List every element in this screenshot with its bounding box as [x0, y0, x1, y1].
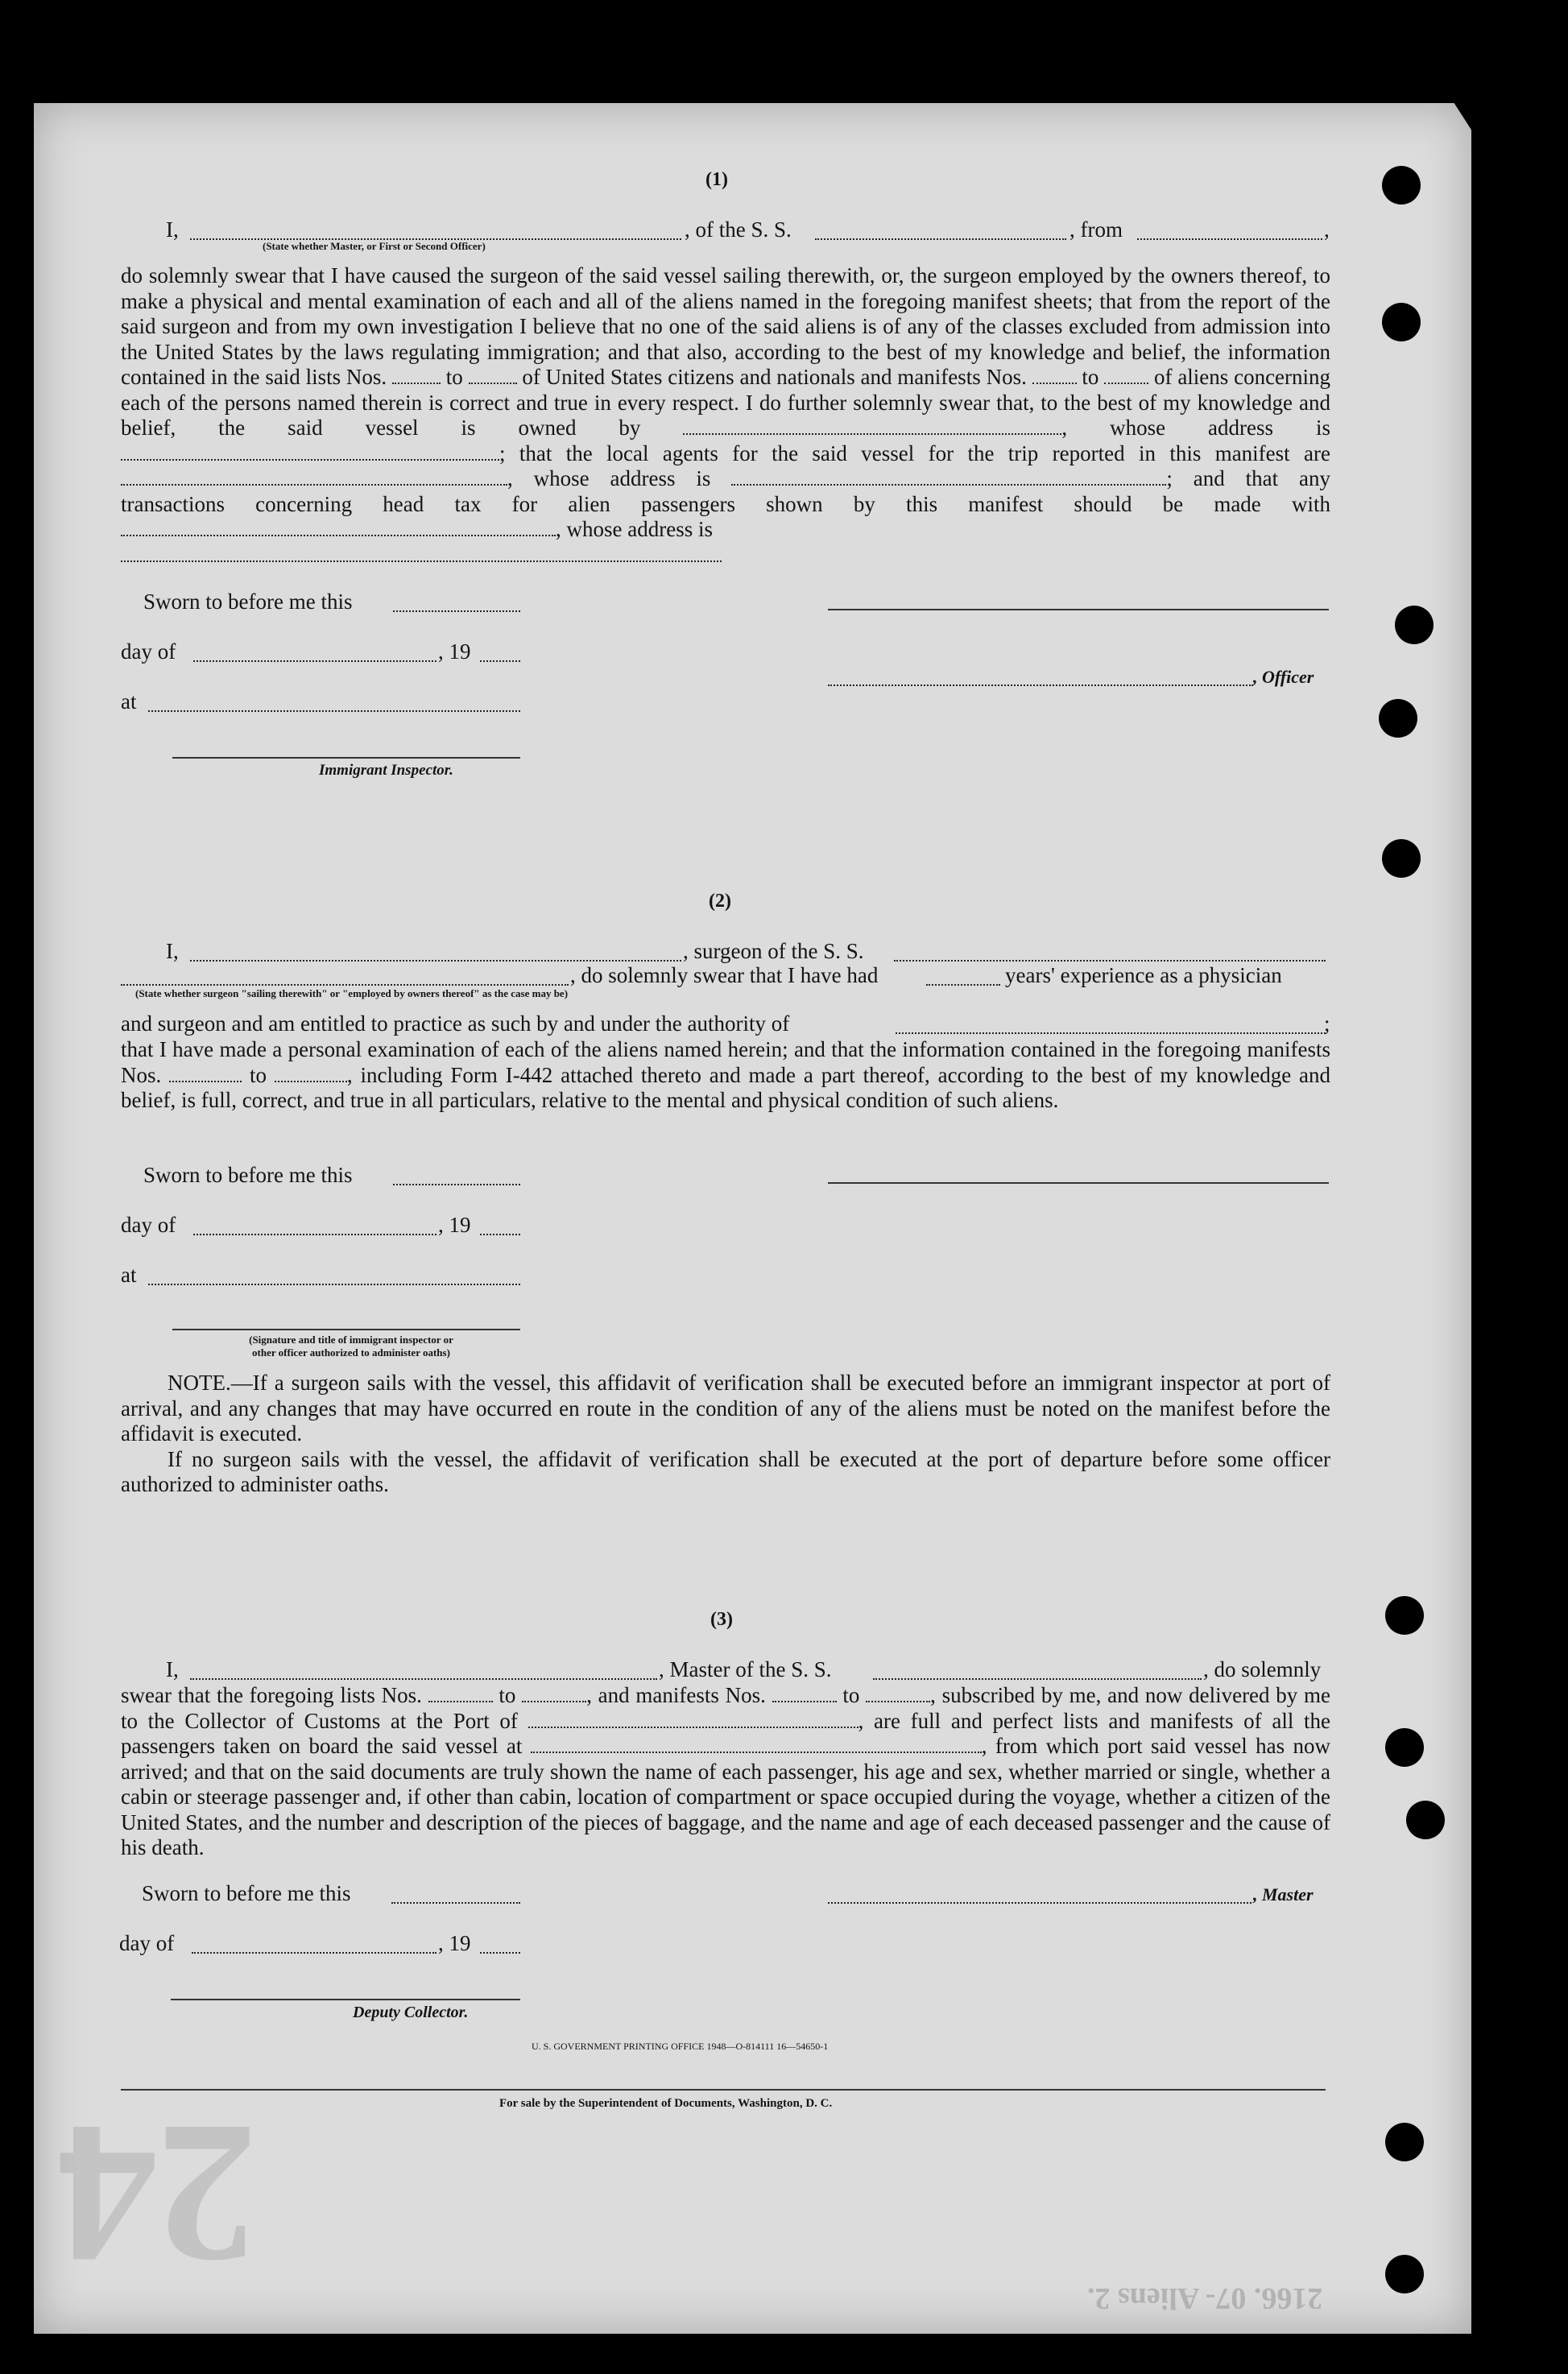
s2-vessel-field[interactable] [894, 960, 1326, 962]
s1-day-of-label: day of [121, 639, 176, 664]
s2-manifests-from-field[interactable] [169, 1080, 242, 1082]
s2-body-b: that I have made a personal examination of each of the aliens named herein; and that the information contained in the foregoing manifests Nos. [121, 1037, 1330, 1087]
officer-note: (State whether Master, or First or Second Officer) [263, 240, 486, 252]
punch-hole [1385, 2255, 1424, 2293]
s1-body-c: of aliens concerning each of the persons named therein is correct and true in every respect. I do further solemnly swear that, to the best of my knowledge and belief, the said vessel is owned by [121, 365, 1331, 440]
s3-vessel-field[interactable] [873, 1678, 1202, 1680]
master-name-field[interactable] [190, 1678, 657, 1680]
s1-body-b: of United States citizens and nationals and manifests Nos. [522, 365, 1027, 389]
s1-year-label: , 19 [438, 639, 471, 664]
s3-sworn-day-field[interactable] [391, 1902, 520, 1904]
years-experience-field[interactable] [926, 984, 1000, 986]
sig-note-2: other officer authorized to administer oaths) [252, 1346, 450, 1359]
section-2-number: (2) [709, 891, 731, 912]
s2-years-label: years' experience as a physician [1005, 963, 1282, 987]
s1-body-d: , whose address is [1061, 416, 1330, 440]
s2-at-label: at [121, 1263, 137, 1287]
s3-i-label: I, [166, 1657, 179, 1681]
sig-note-1: (Signature and title of immigrant inspector or [249, 1334, 453, 1346]
section-2-body [121, 1037, 1330, 1114]
s1-body-g: ; and that any transactions concerning head tax for alien passengers shown by this manifest should be made with [121, 466, 1330, 516]
punch-hole [1385, 2123, 1424, 2161]
s3-master-label: , Master of the S. S. [659, 1657, 832, 1681]
s3-to1: to [499, 1683, 516, 1707]
inspector-signature-line[interactable] [172, 757, 520, 759]
punch-hole [1385, 1596, 1424, 1635]
s1-from-label: , from [1069, 217, 1123, 242]
note-label: NOTE. [168, 1371, 231, 1395]
s1-at-label: at [121, 689, 137, 713]
s2-body-c: , including Form I-442 attached thereto and made a part thereof, according to the best of my knowledge and belief, is full, correct, and true in all particulars, relative to the mental and physical condition of such aliens. [121, 1062, 1331, 1112]
s3-day-of-label: day of [119, 1931, 175, 1955]
punch-hole [1382, 303, 1421, 341]
s3-year-label: , 19 [438, 1931, 471, 1955]
s1-body-e: ; that the local agents for the said vessel for the trip reported in this manifest are [499, 440, 1330, 465]
s1-sworn-day-field[interactable] [393, 610, 520, 612]
manifests-to-field[interactable] [1104, 382, 1148, 384]
stamp-number: 24 [56, 2082, 258, 2306]
note-2: If no surgeon sails with the vessel, the affidavit of verification shall be executed at the port of departure before some officer authorized to administer oaths. [121, 1446, 1330, 1496]
s2-swear-label: , do solemnly swear that I have had [570, 963, 879, 987]
s2-sworn-day-field[interactable] [393, 1184, 520, 1185]
s3-swear-label: , do solemnly [1203, 1657, 1322, 1681]
s2-at-field[interactable] [148, 1284, 520, 1285]
s3-year-field[interactable] [480, 1952, 520, 1954]
s2-day-of-label: day of [121, 1213, 176, 1237]
s2-year-field[interactable] [480, 1234, 520, 1235]
s2-i-label: I, [166, 939, 179, 963]
surgeon-name-field[interactable] [190, 960, 681, 962]
s2-semicolon: ; [1324, 1011, 1330, 1036]
s2-month-field[interactable] [193, 1234, 436, 1235]
s2-year-label: , 19 [438, 1213, 471, 1237]
s3-month-field[interactable] [192, 1952, 436, 1954]
section-3-number: (3) [710, 1609, 733, 1630]
s1-sworn-label: Sworn to before me this [143, 589, 353, 614]
s3-manifests-to-field[interactable] [866, 1700, 930, 1702]
vessel-name-field[interactable] [815, 238, 1066, 240]
s3-body-e: , from which port said vessel has now arrived; and that on the said documents are truly shown the name of each passenger, his age and sex, whether married or single, whether a cabin or steerage passenger and, if other than cabin, location of compartment or space occupied during the voyage, whether a citizen of the United States, and the number and description of the pieces of baggage, and the name and age of each deceased passenger and the cause of his death. [121, 1734, 1331, 1859]
s1-month-field[interactable] [193, 660, 436, 662]
punch-hole [1379, 699, 1417, 738]
head-tax-address-field[interactable] [121, 560, 722, 562]
collector-label: Deputy Collector. [353, 2004, 469, 2021]
s3-manifests-from-field[interactable] [772, 1700, 837, 1702]
s2-signature-line[interactable] [828, 1182, 1329, 1184]
section-1-body [121, 263, 1330, 543]
s3-lists-to-field[interactable] [522, 1700, 586, 1702]
officer-label: , Officer [1253, 667, 1314, 687]
s2-body-a: and surgeon and am entitled to practice as such by and under the authority of [121, 1011, 790, 1036]
port-from-field[interactable] [1137, 238, 1322, 240]
s1-of-ss-label: , of the S. S. [685, 217, 792, 242]
s3-to2: to [842, 1683, 860, 1707]
owner-address-field[interactable] [121, 458, 499, 461]
s2-inspector-signature-line[interactable] [172, 1329, 520, 1330]
s1-body-h: , whose address is [556, 517, 713, 541]
s2-to: to [250, 1062, 267, 1087]
master-label: , Master [1253, 1884, 1314, 1905]
sig-note [182, 1334, 520, 1359]
note-paragraph [121, 1371, 1330, 1498]
s1-at-field[interactable] [148, 710, 520, 712]
sale-notice: For sale by the Superintendent of Documents, Washington, D. C. [499, 2097, 833, 2110]
s2-surgeon-label: , surgeon of the S. S. [683, 939, 864, 963]
punch-hole [1406, 1801, 1445, 1839]
lists-to-field[interactable] [469, 382, 517, 384]
owner-field[interactable] [683, 432, 1061, 435]
head-tax-agent-field[interactable] [121, 534, 556, 536]
punch-hole [1382, 839, 1421, 878]
s1-body-f: , whose address is [507, 466, 711, 490]
footer-rule [121, 2089, 1326, 2091]
authority-field[interactable] [896, 1032, 1326, 1034]
s3-lists-from-field[interactable] [428, 1700, 493, 1702]
s1-signature-line[interactable] [828, 609, 1329, 610]
gpo-imprint: U. S. GOVERNMENT PRINTING OFFICE 1948—O-814111 16—54650-1 [532, 2041, 829, 2052]
master-signature-field[interactable] [828, 1902, 1252, 1904]
punch-hole [1395, 606, 1434, 644]
s1-to2: to [1082, 365, 1099, 389]
s3-body-a: swear that the foregoing lists Nos. [121, 1683, 422, 1707]
collector-signature-line[interactable] [171, 1999, 520, 2000]
s1-year-field[interactable] [480, 660, 520, 662]
note-1: —If a surgeon sails with the vessel, this affidavit of verification shall be executed before an immigrant inspector at port of arrival, and any changes that may have occurred en route in the condition of any of the aliens must be noted on the manifest before the affidavit is executed. [121, 1371, 1330, 1445]
lists-from-field[interactable] [392, 382, 441, 384]
s1-body-a: do solemnly swear that I have caused the surgeon of the said vessel sailing therewith, or, the surgeon employed by the owners thereof, to make a physical and mental examination of each and all of the aliens named in the foregoing manifest sheets; that from the report of the said surgeon and from my own investigation I believe that no one of the said aliens is of any of the classes excluded from admission into the United States by the laws regulating immigration; and that also, according to the best of my knowledge and belief, the information contained in the said lists Nos. [121, 263, 1330, 389]
punch-hole [1382, 166, 1421, 205]
section-1-number: (1) [705, 169, 728, 190]
section-3-body [121, 1683, 1330, 1861]
punch-hole [1385, 1728, 1424, 1767]
s1-line1-end: , [1324, 217, 1330, 242]
s1-to1: to [445, 365, 463, 389]
s1-i-label: I, [166, 217, 179, 242]
boarding-port-field[interactable] [531, 1751, 982, 1753]
inspector-label: Immigrant Inspector. [319, 762, 453, 779]
surgeon-type-field[interactable] [121, 984, 569, 986]
s3-body-c: , subscribed by me, and now delivered by me to the Collector of Customs at the Port of [121, 1683, 1331, 1733]
s2-sworn-label: Sworn to before me this [143, 1163, 353, 1187]
collector-port-field[interactable] [528, 1726, 858, 1728]
form-id-stamp: 2166. 07- Aliens 2. [1087, 2281, 1323, 2315]
s3-sworn-label: Sworn to before me this [142, 1881, 351, 1905]
local-agents-field[interactable] [121, 483, 507, 486]
agents-address-field[interactable] [731, 483, 1166, 486]
s3-body-b: , and manifests Nos. [586, 1683, 766, 1707]
s3-body-d: , are full and perfect lists and manifests of all the passengers taken on board the said vessel at [121, 1708, 1331, 1758]
manifests-from-field[interactable] [1032, 382, 1077, 384]
surgeon-note: (State whether surgeon "sailing therewith" or "employed by owners thereof" as the case may be) [135, 987, 569, 999]
officer-signature-field[interactable] [828, 684, 1253, 686]
s2-manifests-to-field[interactable] [275, 1080, 347, 1082]
